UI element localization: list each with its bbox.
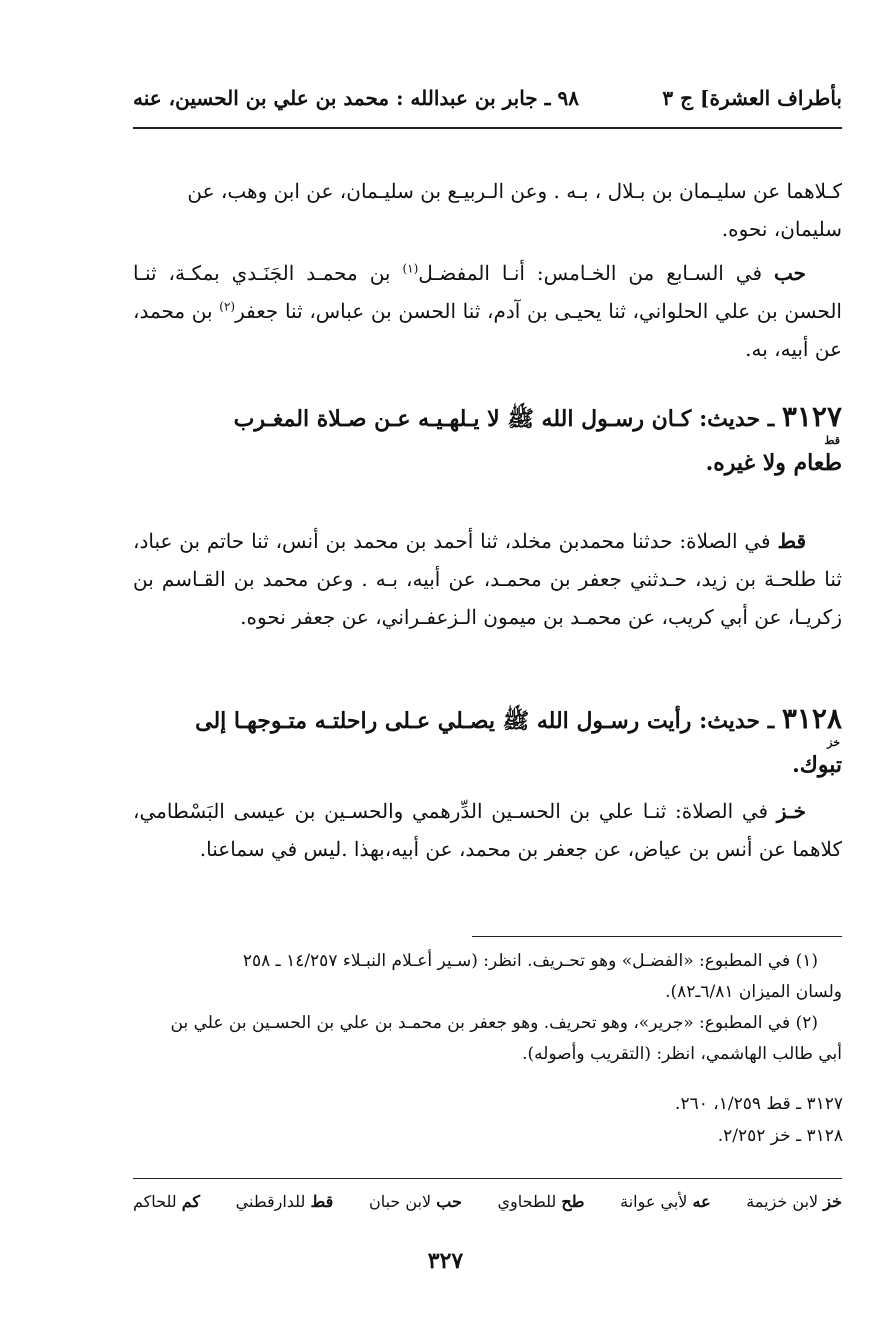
paragraph-line: سليمان، نحوه. xyxy=(721,217,842,241)
source-abbr: قط xyxy=(777,529,806,553)
abbreviation-legend xyxy=(133,1192,842,1220)
footnotes xyxy=(133,946,842,1070)
reference-item: ٣١٢٨ ـ خز ٢/٢٥٢. xyxy=(717,1126,843,1146)
hadith-source: قط xyxy=(824,434,840,447)
hadith-references xyxy=(543,1088,843,1152)
book-title: بأطراف العشرة] ج ٣ xyxy=(662,86,842,110)
footnote-line: (٢) في المطبوع: «جرير»، وهو تحريف. وهو جعفر بن محمـد بن علي بن الحسـين بن علي بن xyxy=(170,1013,818,1033)
abbr-item xyxy=(133,1192,200,1220)
reference-item: ٣١٢٧ ـ قط ١/٢٥٩، ٢٦٠. xyxy=(675,1094,843,1114)
abbr-name: للطحاوي xyxy=(497,1192,557,1211)
abbr-name: للحاكم xyxy=(133,1192,177,1211)
hadith-3128 xyxy=(133,704,842,780)
abbr-item xyxy=(498,1192,585,1220)
running-head xyxy=(133,82,842,116)
footnote-line: (١) في المطبوع: «الفضـل» وهو تحـريف. انظر: (سـير أعـلام النبـلاء ١٤/٢٥٧ ـ ٢٥٨ xyxy=(242,951,818,971)
abbr-name: لابن حبان xyxy=(368,1192,432,1211)
chapter-heading: ٩٨ ـ جابر بن عبدالله : محمد بن علي بن الحسين، عنه xyxy=(133,86,579,110)
paragraph-1 xyxy=(133,172,842,248)
abbr-code: قط xyxy=(310,1192,334,1211)
paragraph-3 xyxy=(133,522,842,636)
paragraph-2 xyxy=(133,254,842,368)
hadith-text-cont: تبوك. xyxy=(792,752,842,778)
footnote-ref-1[interactable]: (١) xyxy=(402,261,419,276)
abbr-name: للدارقطني xyxy=(235,1192,306,1211)
hadith-text-cont: طعام ولا غيره. xyxy=(705,450,842,476)
abbr-name: لأبي عوانة xyxy=(620,1192,688,1211)
header-rule xyxy=(133,127,842,129)
hadith-text: ـ حديث: رأيت رسـول الله ﷺ يصـلي عـلى راحلتـه متـوجهـا إلى xyxy=(195,708,775,734)
footnote-ref-2[interactable]: (٢) xyxy=(219,299,236,314)
abbr-item xyxy=(746,1192,842,1220)
source-abbr: خـز xyxy=(776,799,806,823)
footnote-rule xyxy=(472,936,842,937)
footnote-line: ولسان الميزان ٦/٨١ـ٨٢). xyxy=(665,982,842,1002)
abbr-item xyxy=(369,1192,462,1220)
abbreviation-rule xyxy=(133,1178,842,1179)
source-abbr: حب xyxy=(773,261,806,285)
abbr-code: عه xyxy=(692,1192,711,1211)
hadith-source: خز xyxy=(827,736,840,749)
paragraph-text: في السـابع من الخـامس: أنـا المفضـل xyxy=(418,261,774,285)
abbr-name: لابن خزيمة xyxy=(746,1192,819,1211)
abbr-item xyxy=(620,1192,711,1220)
footnote-2 xyxy=(133,1008,842,1070)
abbr-code: خز xyxy=(823,1192,842,1211)
abbr-item xyxy=(236,1192,334,1220)
abbr-code: حب xyxy=(436,1192,462,1211)
hadith-text: ـ حديث: كـان رسـول الله ﷺ لا يـلهـيـه عـن صـلاة المغـرب xyxy=(233,406,775,432)
page-number: ٣٢٧ xyxy=(427,1248,464,1274)
paragraph-4 xyxy=(133,792,842,868)
abbr-code: كم xyxy=(181,1192,200,1211)
hadith-number: ٣١٢٨ xyxy=(781,702,842,735)
paragraph-text: بن محمد، عن أبيه، به. xyxy=(133,299,842,361)
paragraph-text: بن محمـد الجَنَـدي بمكـة، ثنـا الحسن بن علي الحلواني، ثنا يحيـى بن آدم، ثنا الحسن بن عباس، ثنا جعفر xyxy=(133,261,842,323)
paragraph-line: كـلاهما عن سليـمان بن بـلال ، بـه . وعن الـربيـع بن سليـمان، عن ابن وهب، عن xyxy=(187,179,842,203)
paragraph-text: في الصلاة: حدثنا محمدبن مخلد، ثنا أحمد بن محمد بن أنس، ثنا حاتم بن عباد، ثنا طلحـة بن زيد، حـدثني جعفر بن محمـد، عن أبيه، بـه . وعن محمد بن القـاسم بن زكريـا، عن أبي كريب، عن محمـد بن ميمون الـزعفـراني، عن جعفر نحوه. xyxy=(133,529,842,629)
abbr-code: طح xyxy=(561,1192,585,1211)
footnote-line: أبي طالب الهاشمي، انظر: (التقريب وأصوله). xyxy=(522,1044,842,1064)
hadith-3127 xyxy=(133,402,842,478)
footnote-1 xyxy=(133,946,842,1008)
hadith-line xyxy=(133,402,842,434)
paragraph-text: في الصلاة: ثنـا علي بن الحسـين الدِّرهمي والحسـين بن عيسى البَسْطامي، كلاهما عن أنس بن عياض، عن جعفر بن محمد، عن أبيه،بهذا .ليس في سماعنا. xyxy=(133,799,842,861)
hadith-line xyxy=(133,704,842,736)
hadith-number: ٣١٢٧ xyxy=(781,400,842,433)
